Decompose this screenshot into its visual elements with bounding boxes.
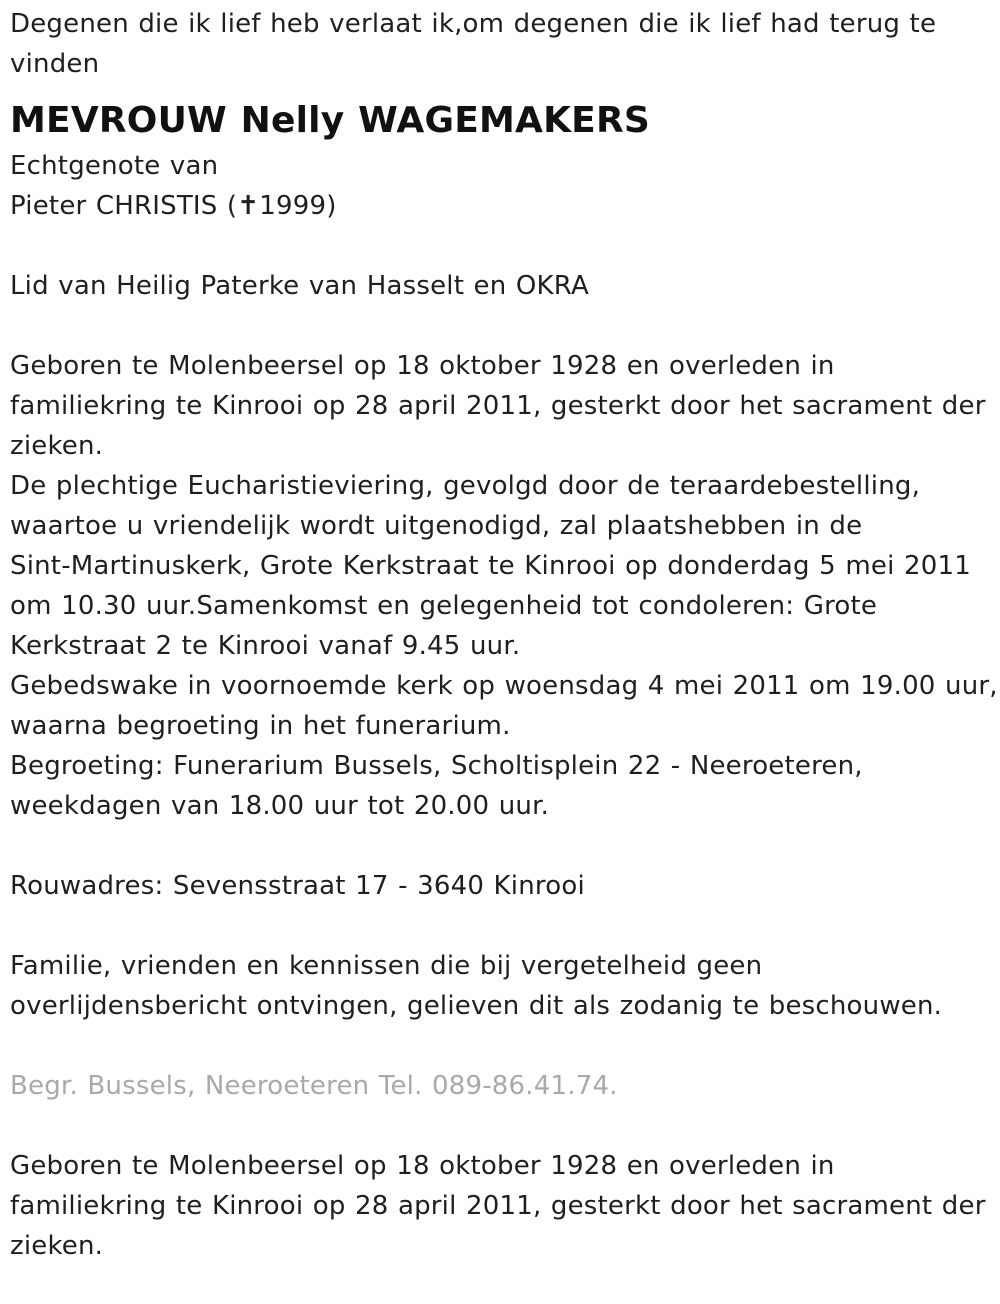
details-line: Kerkstraat 2 te Kinrooi vanaf 9.45 uur.	[10, 631, 521, 661]
repeat-line: zieken.	[10, 1231, 104, 1261]
spacer	[10, 306, 990, 346]
funeral-details	[10, 346, 998, 826]
details-line: Begroeting: Funerarium Bussels, Scholtisplein 22 - Neeroeteren,	[10, 751, 863, 781]
membership: Lid van Heilig Paterke van Hasselt en OKRA	[10, 271, 590, 301]
details-line: familiekring te Kinrooi op 28 april 2011, gesterkt door het sacrament der	[10, 391, 986, 421]
repeated-details	[10, 1146, 990, 1266]
spacer	[10, 226, 990, 266]
details-line: Sint-Martinuskerk, Grote Kerkstraat te Kinrooi op donderdag 5 mei 2011	[10, 551, 971, 581]
spouse-line: Echtgenote van	[10, 151, 219, 181]
notice-line: overlijdensbericht ontvingen, gelieven dit als zodanig te beschouwen.	[10, 991, 943, 1021]
notice-line: Familie, vrienden en kennissen die bij vergetelheid geen	[10, 951, 763, 981]
undertaker-contact: Begr. Bussels, Neeroeteren Tel. 089-86.41.74.	[10, 1071, 618, 1101]
motto-line: Degenen die ik lief heb verlaat ik,om degenen die ik lief had terug te	[10, 9, 937, 39]
spouse-line: Pieter CHRISTIS (✝1999)	[10, 191, 337, 221]
details-line: weekdagen van 18.00 uur tot 20.00 uur.	[10, 791, 550, 821]
spacer	[10, 826, 990, 866]
repeat-line: Geboren te Molenbeersel op 18 oktober 1928 en overleden in	[10, 1151, 835, 1181]
details-line: waartoe u vriendelijk wordt uitgenodigd, zal plaatshebben in de	[10, 511, 863, 541]
details-line: Gebedswake in voornoemde kerk op woensdag 4 mei 2011 om 19.00 uur,	[10, 671, 998, 701]
obituary-notice	[10, 4, 998, 1266]
repeat-line: familiekring te Kinrooi op 28 april 2011, gesterkt door het sacrament der	[10, 1191, 986, 1221]
details-line: om 10.30 uur.Samenkomst en gelegenheid tot condoleren: Grote	[10, 591, 878, 621]
details-line: waarna begroeting in het funerarium.	[10, 711, 511, 741]
details-line: De plechtige Eucharistieviering, gevolgd door de teraardebestelling,	[10, 471, 921, 501]
deceased-name: MEVROUW Nelly WAGEMAKERS	[10, 100, 651, 141]
spacer	[10, 1106, 990, 1146]
motto-line: vinden	[10, 49, 100, 79]
details-line: Geboren te Molenbeersel op 18 oktober 1928 en overleden in	[10, 351, 835, 381]
motto	[10, 4, 990, 84]
spouse-info	[10, 146, 990, 226]
mourning-address: Rouwadres: Sevensstraat 17 - 3640 Kinrooi	[10, 871, 585, 901]
spacer	[10, 906, 990, 946]
details-line: zieken.	[10, 431, 104, 461]
family-notice	[10, 946, 990, 1026]
spacer	[10, 1026, 990, 1066]
